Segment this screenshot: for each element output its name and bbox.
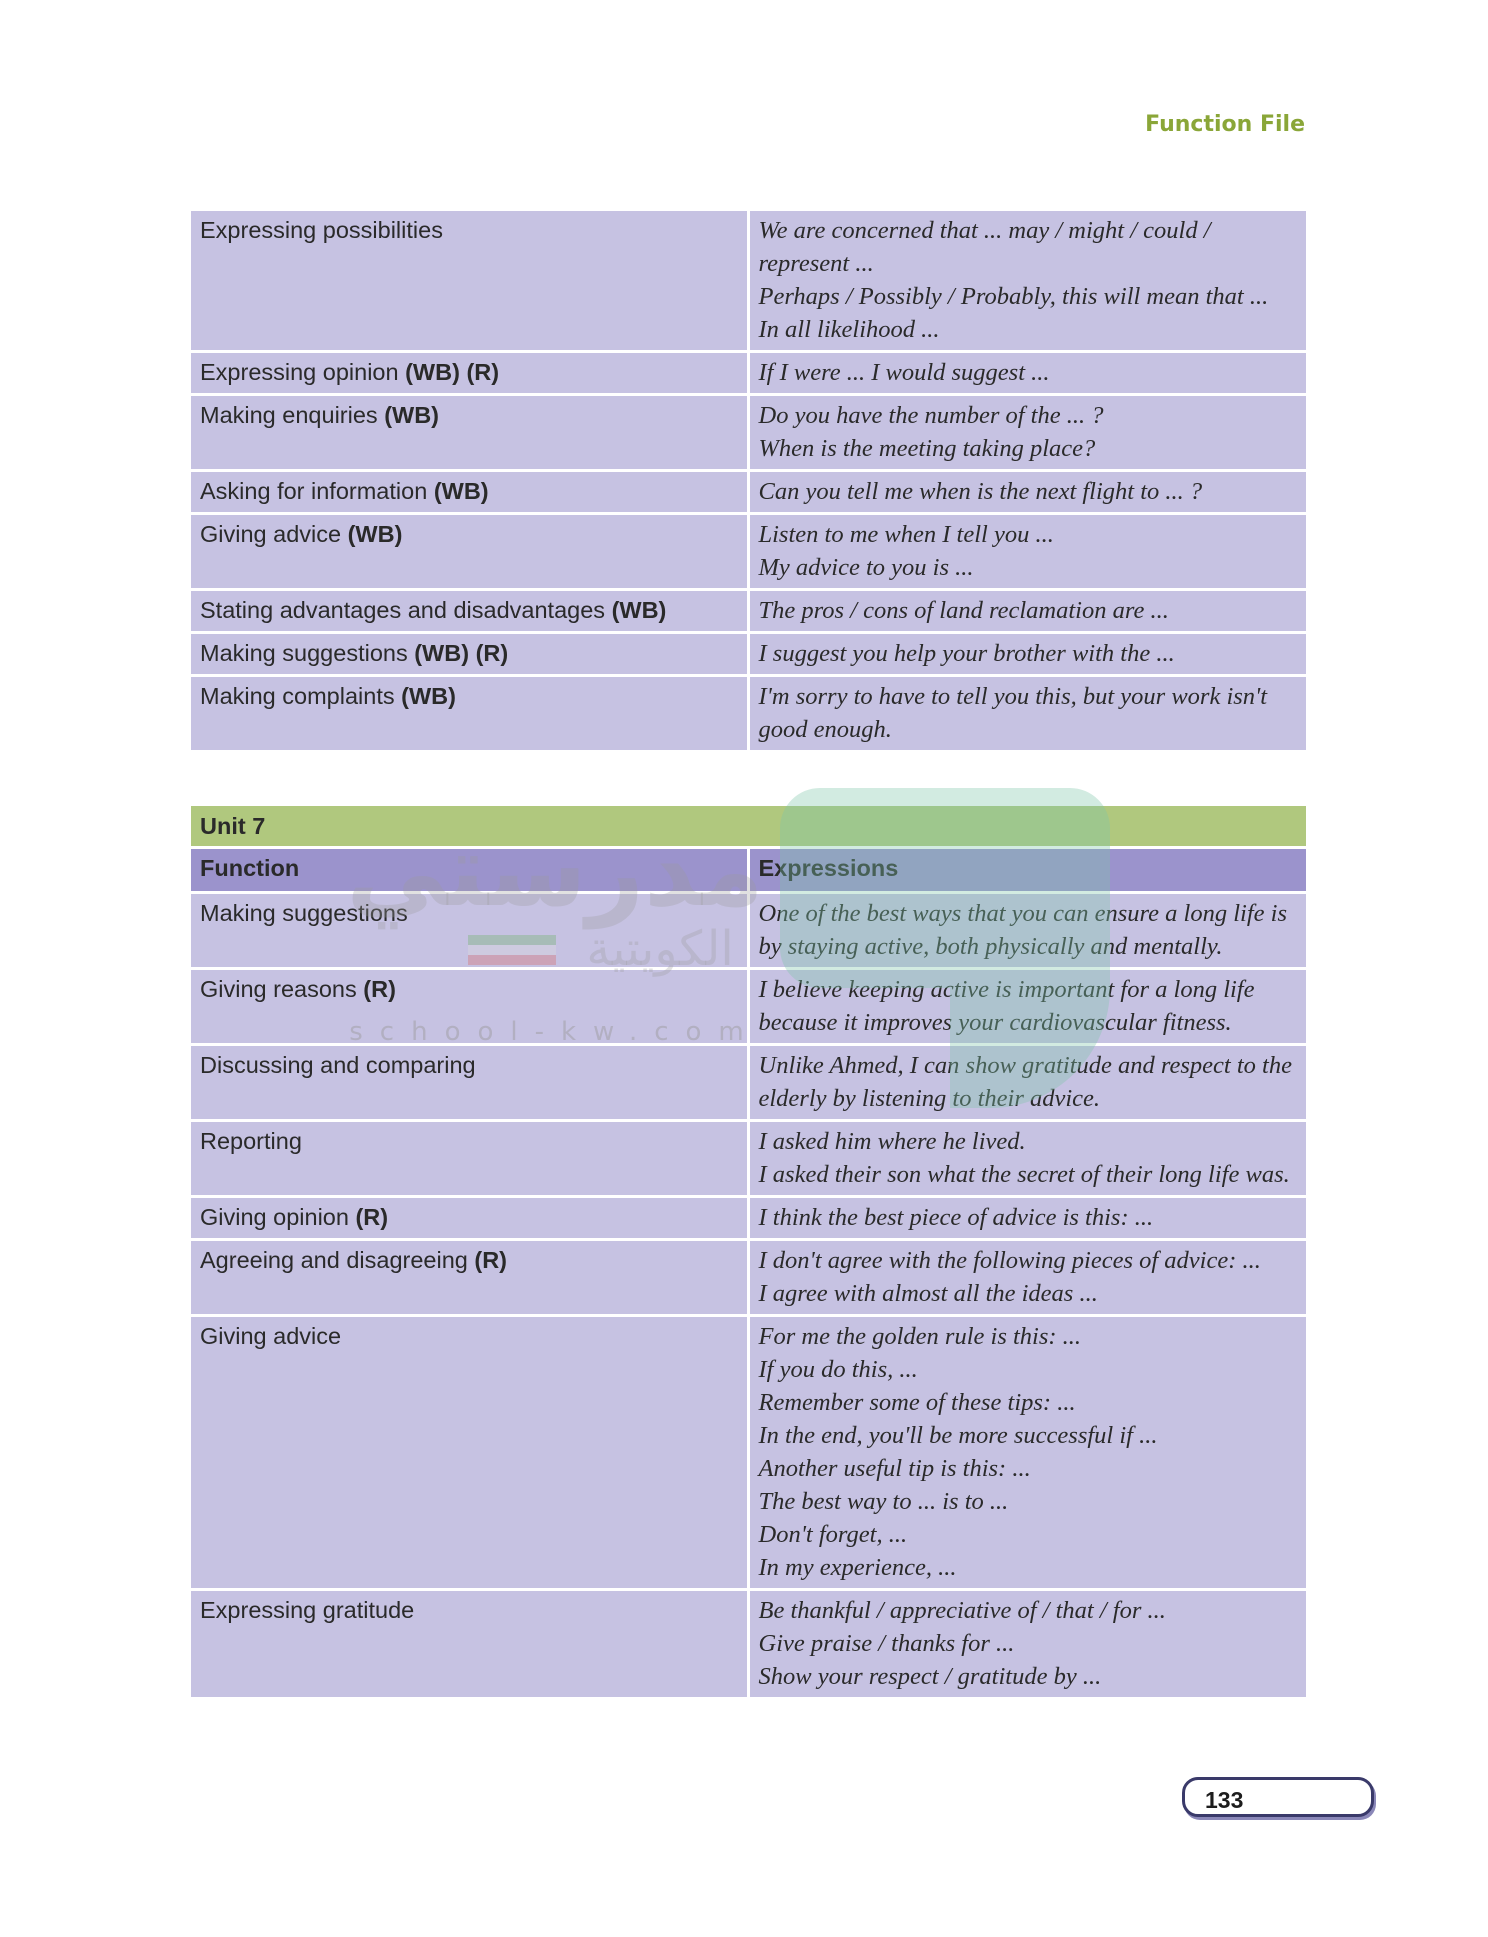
function-cell [191,1240,748,1316]
expressions-cell [748,1197,1306,1240]
expression-line: I think the best piece of advice is this: ... [758,1204,1154,1231]
page-header-title: Function File [1145,112,1305,137]
expression-line: Can you tell me when is the next flight to ... ? [758,478,1203,505]
expression-line: I asked their son what the secret of their long life was. [758,1161,1290,1188]
expressions-cell [748,1316,1306,1590]
expressions-cell [748,352,1306,395]
expression-line: Show your respect / gratitude by ... [758,1663,1102,1690]
watermark-latin: school-kw.com [349,1017,761,1047]
expressions-cell [748,211,1306,352]
function-cell [191,1590,748,1698]
table-row [191,590,1306,633]
function-cell [191,514,748,590]
function-tags: (WB) [347,521,403,547]
expression-line: Do you have the number of the ... ? [758,402,1104,429]
expression-line: The best way to ... is to ... [758,1488,1009,1515]
function-cell [191,590,748,633]
function-tags: (WB) (R) [414,640,509,666]
table-row [191,1045,1306,1121]
table-row [191,211,1306,352]
function-tags: (R) [363,976,396,1002]
table-row [191,1316,1306,1590]
expressions-cell [748,1240,1306,1316]
expression-line: The pros / cons of land reclamation are ... [758,597,1169,624]
function-name: Expressing possibilities [200,217,443,243]
table-row [191,969,1306,1045]
expression-line: I suggest you help your brother with the ... [758,640,1175,667]
table-row [191,676,1306,751]
function-name: Expressing gratitude [200,1597,415,1623]
watermark-arabic-sub: الكويتية [586,921,734,977]
function-cell [191,471,748,514]
expression-line: Don't forget, ... [758,1521,908,1548]
expressions-cell [748,514,1306,590]
expressions-cell [748,471,1306,514]
expressions-cell [748,1590,1306,1698]
expression-line: I believe keeping active is important for a long life because it improves your cardiovascular fitness. [758,976,1255,1036]
function-cell [191,633,748,676]
table-row [191,1197,1306,1240]
table-row [191,514,1306,590]
expression-line: Another useful tip is this: ... [758,1455,1031,1482]
function-name: Making suggestions [200,900,408,926]
unit-header-row [191,806,1306,848]
unit-label: Unit 7 [191,806,1306,848]
function-name: Reporting [200,1128,302,1154]
function-name: Giving reasons [200,976,357,1002]
expressions-cell [748,676,1306,751]
function-name: Stating advantages and disadvantages [200,597,606,623]
expression-line: Give praise / thanks for ... [758,1630,1015,1657]
column-header-row [191,848,1306,893]
table-row [191,395,1306,471]
function-cell [191,1197,748,1240]
table-row [191,1121,1306,1197]
expressions-cell [748,395,1306,471]
table-row [191,352,1306,395]
function-name: Making suggestions [200,640,408,666]
expression-line: For me the golden rule is this: ... [758,1323,1082,1350]
expressions-cell [748,1045,1306,1121]
expression-line: Be thankful / appreciative of / that / for ... [758,1597,1166,1624]
expression-line: Unlike Ahmed, I can show gratitude and respect to the elderly by listening to their advice. [758,1052,1292,1112]
column-header-expressions: Expressions [748,848,1306,893]
watermark-arabic-main: مدرستي [346,812,764,929]
table-row [191,1590,1306,1698]
expression-line: I asked him where he lived. [758,1128,1026,1155]
table-row [191,633,1306,676]
function-name: Agreeing and disagreeing [200,1247,468,1273]
function-cell [191,676,748,751]
expression-line: I don't agree with the following pieces of advice: ... [758,1247,1261,1274]
function-tags: (WB) (R) [405,359,500,385]
column-header-function: Function [191,848,748,893]
function-name: Making complaints [200,683,395,709]
expressions-cell [748,590,1306,633]
expression-line: One of the best ways that you can ensure a long life is by staying active, both physically and mentally. [758,900,1287,960]
expression-line: If you do this, ... [758,1356,918,1383]
function-cell [191,352,748,395]
expressions-cell [748,893,1306,969]
expression-line: When is the meeting taking place? [758,435,1096,462]
expression-line: Perhaps / Possibly / Probably, this will mean that ... [758,283,1269,310]
function-table-unit-7 [191,806,1306,1697]
expression-line: Remember some of these tips: ... [758,1389,1076,1416]
page-number-badge: 133 [1182,1777,1374,1817]
function-name: Discussing and comparing [200,1052,476,1078]
function-cell [191,1316,748,1590]
expressions-cell [748,969,1306,1045]
expression-line: In all likelihood ... [758,316,940,343]
function-tags: (R) [355,1204,389,1230]
function-cell [191,1045,748,1121]
expression-line: If I were ... I would suggest ... [758,359,1050,386]
function-table-1 [191,211,1306,750]
function-cell [191,395,748,471]
expression-line: In my experience, ... [758,1554,957,1581]
expression-line: I agree with almost all the ideas ... [758,1280,1098,1307]
expression-line: We are concerned that ... may / might / could / represent ... [758,217,1211,277]
table-row [191,471,1306,514]
expression-line: I'm sorry to have to tell you this, but your work isn't good enough. [758,683,1268,743]
function-tags: (WB) [611,597,667,623]
function-name: Giving advice [200,521,342,547]
function-cell [191,1121,748,1197]
function-cell [191,969,748,1045]
expressions-cell [748,633,1306,676]
function-name: Making enquiries [200,402,378,428]
table-row [191,893,1306,969]
function-name: Expressing opinion [200,359,399,385]
function-cell [191,211,748,352]
function-tags: (WB) [401,683,456,709]
table-row [191,1240,1306,1316]
expression-line: My advice to you is ... [758,554,974,581]
function-name: Giving opinion [200,1204,349,1230]
function-tags: (WB) [384,402,439,428]
expressions-cell [748,1121,1306,1197]
function-name: Asking for information [200,478,428,504]
function-tags: (R) [474,1247,507,1273]
function-tags: (WB) [433,478,489,504]
expression-line: In the end, you'll be more successful if ... [758,1422,1158,1449]
function-cell [191,893,748,969]
function-name: Giving advice [200,1323,342,1349]
expression-line: Listen to me when I tell you ... [758,521,1054,548]
